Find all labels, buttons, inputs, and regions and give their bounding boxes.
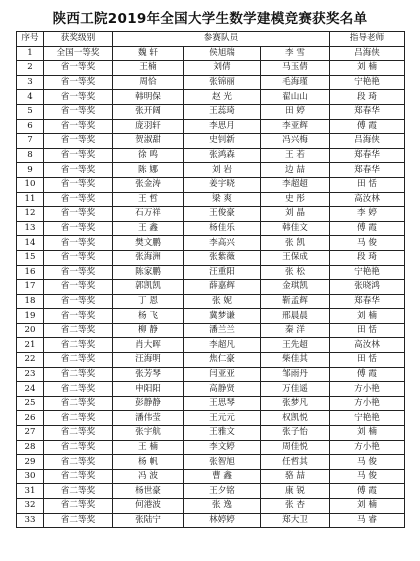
- table-row: [17, 265, 405, 280]
- row-member-3: 邢晨晨: [261, 309, 330, 324]
- row-member-3: 康 锐: [261, 484, 330, 499]
- table-row: [17, 499, 405, 514]
- table-row: [17, 104, 405, 119]
- row-member-1: 王楠: [113, 61, 184, 76]
- row-award-level: 省二等奖: [44, 353, 113, 368]
- row-member-1: 潘伟莹: [113, 411, 184, 426]
- row-index: 21: [17, 338, 44, 353]
- row-index: 14: [17, 236, 44, 251]
- row-member-1: 杨 飞: [113, 309, 184, 324]
- row-index: 26: [17, 411, 44, 426]
- row-index: 25: [17, 396, 44, 411]
- row-advisor: 吕海侠: [330, 134, 405, 149]
- row-advisor: 张晓鸿: [330, 280, 405, 295]
- row-award-level: 省二等奖: [44, 499, 113, 514]
- row-advisor: 郑春华: [330, 294, 405, 309]
- row-member-2: 李文婷: [184, 440, 261, 455]
- row-member-1: 彭静静: [113, 396, 184, 411]
- row-index: 19: [17, 309, 44, 324]
- row-member-2: 赵 光: [184, 90, 261, 105]
- table-row: [17, 338, 405, 353]
- row-award-level: 省一等奖: [44, 163, 113, 178]
- row-advisor: 方小艳: [330, 396, 405, 411]
- row-award-level: 省一等奖: [44, 90, 113, 105]
- row-index: 30: [17, 469, 44, 484]
- row-member-3: 万佳遥: [261, 382, 330, 397]
- row-index: 24: [17, 382, 44, 397]
- row-member-2: 杨佳乐: [184, 221, 261, 236]
- awards-table: [16, 31, 405, 528]
- row-index: 31: [17, 484, 44, 499]
- row-index: 7: [17, 134, 44, 149]
- row-award-level: 省二等奖: [44, 396, 113, 411]
- row-advisor: 刘 楠: [330, 309, 405, 324]
- table-row: [17, 367, 405, 382]
- row-award-level: 省一等奖: [44, 250, 113, 265]
- row-member-1: 陈家鹏: [113, 265, 184, 280]
- row-advisor: 方小艳: [330, 382, 405, 397]
- row-award-level: 省一等奖: [44, 294, 113, 309]
- table-row: [17, 46, 405, 61]
- row-index: 32: [17, 499, 44, 514]
- row-index: 16: [17, 265, 44, 280]
- row-member-1: 柳 静: [113, 323, 184, 338]
- row-member-1: 郭凯凯: [113, 280, 184, 295]
- row-advisor: 郑春华: [330, 104, 405, 119]
- row-member-3: 毛海瑾: [261, 75, 330, 90]
- row-award-level: 省一等奖: [44, 207, 113, 222]
- row-member-1: 樊文鹏: [113, 236, 184, 251]
- row-index: 18: [17, 294, 44, 309]
- table-row: [17, 119, 405, 134]
- row-award-level: 全国一等奖: [44, 46, 113, 61]
- row-member-3: 李超超: [261, 177, 330, 192]
- row-member-1: 杨 帆: [113, 455, 184, 470]
- row-member-1: 王 鑫: [113, 221, 184, 236]
- table-row: [17, 294, 405, 309]
- row-member-2: 张 妮: [184, 294, 261, 309]
- table-row: [17, 192, 405, 207]
- row-index: 20: [17, 323, 44, 338]
- table-row: [17, 484, 405, 499]
- row-award-level: 省一等奖: [44, 134, 113, 149]
- row-award-level: 省一等奖: [44, 177, 113, 192]
- table-row: [17, 148, 405, 163]
- row-member-2: 冀梦谦: [184, 309, 261, 324]
- row-member-3: 张 杏: [261, 499, 330, 514]
- row-advisor: 刘 楠: [330, 426, 405, 441]
- row-advisor: 傅 霞: [330, 119, 405, 134]
- row-member-3: 张 松: [261, 265, 330, 280]
- row-member-2: 汪重阳: [184, 265, 261, 280]
- row-member-2: 王思琴: [184, 396, 261, 411]
- row-member-2: 王元元: [184, 411, 261, 426]
- row-member-2: 张锦丽: [184, 75, 261, 90]
- row-member-2: 刘倩: [184, 61, 261, 76]
- row-advisor: 宁艳艳: [330, 75, 405, 90]
- row-award-level: 省一等奖: [44, 61, 113, 76]
- row-member-3: 柴佳其: [261, 353, 330, 368]
- row-member-1: 张开阔: [113, 104, 184, 119]
- row-member-1: 张陆宁: [113, 513, 184, 528]
- row-member-2: 史钊新: [184, 134, 261, 149]
- document-title: 陕西工院2019年全国大学生数学建模竞赛获奖名单: [52, 11, 368, 27]
- table-row: [17, 250, 405, 265]
- row-index: 15: [17, 250, 44, 265]
- row-member-3: 邹雨丹: [261, 367, 330, 382]
- table-row: [17, 236, 405, 251]
- row-award-level: 省二等奖: [44, 367, 113, 382]
- row-member-3: 靳孟辉: [261, 294, 330, 309]
- row-advisor: 刘 楠: [330, 499, 405, 514]
- row-advisor: 高汝林: [330, 338, 405, 353]
- row-award-level: 省一等奖: [44, 104, 113, 119]
- row-index: 33: [17, 513, 44, 528]
- table-row: [17, 207, 405, 222]
- row-advisor: 马 睿: [330, 513, 405, 528]
- row-award-level: 省一等奖: [44, 148, 113, 163]
- row-member-3: 王先超: [261, 338, 330, 353]
- row-member-2: 王蕊琦: [184, 104, 261, 119]
- table-row: [17, 177, 405, 192]
- row-member-2: 李高兴: [184, 236, 261, 251]
- row-advisor: 宁艳艳: [330, 411, 405, 426]
- header-row: [17, 32, 405, 47]
- row-member-3: 权凯悦: [261, 411, 330, 426]
- row-member-3: 边 喆: [261, 163, 330, 178]
- row-award-level: 省一等奖: [44, 75, 113, 90]
- row-member-3: 骆 喆: [261, 469, 330, 484]
- row-member-3: 王保成: [261, 250, 330, 265]
- row-member-2: 潘兰兰: [184, 323, 261, 338]
- row-award-level: 省二等奖: [44, 338, 113, 353]
- row-member-1: 贺淑甜: [113, 134, 184, 149]
- row-award-level: 省二等奖: [44, 440, 113, 455]
- row-member-3: 张子怡: [261, 426, 330, 441]
- row-member-1: 石万祥: [113, 207, 184, 222]
- row-award-level: 省一等奖: [44, 309, 113, 324]
- table-row: [17, 221, 405, 236]
- row-member-2: 姜宇晓: [184, 177, 261, 192]
- row-advisor: 马 俊: [330, 469, 405, 484]
- row-advisor: 吕海侠: [330, 46, 405, 61]
- row-member-1: 张芳琴: [113, 367, 184, 382]
- row-award-level: 省二等奖: [44, 323, 113, 338]
- table-row: [17, 309, 405, 324]
- row-index: 29: [17, 455, 44, 470]
- row-member-3: 李亚辉: [261, 119, 330, 134]
- row-index: 22: [17, 353, 44, 368]
- header-award-level: 获奖级别: [44, 32, 113, 47]
- row-advisor: 郑春华: [330, 148, 405, 163]
- row-member-2: 王夕铭: [184, 484, 261, 499]
- row-member-1: 王 哲: [113, 192, 184, 207]
- row-advisor: 段 琦: [330, 250, 405, 265]
- table-row: [17, 455, 405, 470]
- row-member-1: 王 楠: [113, 440, 184, 455]
- row-member-2: 张 逸: [184, 499, 261, 514]
- row-member-2: 张紫薇: [184, 250, 261, 265]
- row-advisor: 段 琦: [330, 90, 405, 105]
- row-member-1: 韩明保: [113, 90, 184, 105]
- row-member-1: 陈 娜: [113, 163, 184, 178]
- row-member-2: 李思月: [184, 119, 261, 134]
- row-member-3: 张 凯: [261, 236, 330, 251]
- row-member-1: 魏 轩: [113, 46, 184, 61]
- row-award-level: 省一等奖: [44, 236, 113, 251]
- row-advisor: 郑春华: [330, 163, 405, 178]
- row-award-level: 省二等奖: [44, 484, 113, 499]
- row-advisor: 宁艳艳: [330, 265, 405, 280]
- row-advisor: 傅 霞: [330, 367, 405, 382]
- row-index: 11: [17, 192, 44, 207]
- table-row: [17, 411, 405, 426]
- row-award-level: 省二等奖: [44, 426, 113, 441]
- row-member-1: 肖大晖: [113, 338, 184, 353]
- row-member-3: 王 若: [261, 148, 330, 163]
- row-member-2: 刘 岩: [184, 163, 261, 178]
- row-index: 3: [17, 75, 44, 90]
- row-member-3: 田 婷: [261, 104, 330, 119]
- row-index: 13: [17, 221, 44, 236]
- row-member-1: 丁 恩: [113, 294, 184, 309]
- row-member-2: 侯旭瑞: [184, 46, 261, 61]
- header-index: 序号: [17, 32, 44, 47]
- row-member-1: 汪海明: [113, 353, 184, 368]
- row-member-1: 何港波: [113, 499, 184, 514]
- row-member-2: 张鸿森: [184, 148, 261, 163]
- row-member-2: 薛嘉辉: [184, 280, 261, 295]
- row-member-3: 史 彤: [261, 192, 330, 207]
- row-index: 8: [17, 148, 44, 163]
- row-member-3: 任哲其: [261, 455, 330, 470]
- table-row: [17, 61, 405, 76]
- row-member-2: 王俊豪: [184, 207, 261, 222]
- row-member-2: 闫亚亚: [184, 367, 261, 382]
- table-row: [17, 75, 405, 90]
- row-award-level: 省一等奖: [44, 221, 113, 236]
- row-member-3: 张梦凡: [261, 396, 330, 411]
- row-award-level: 省一等奖: [44, 192, 113, 207]
- row-member-3: 周佳悦: [261, 440, 330, 455]
- row-index: 1: [17, 46, 44, 61]
- row-member-2: 张智旭: [184, 455, 261, 470]
- row-member-1: 张海洲: [113, 250, 184, 265]
- row-member-1: 张金涛: [113, 177, 184, 192]
- row-advisor: 马 俊: [330, 236, 405, 251]
- table-row: [17, 353, 405, 368]
- row-advisor: 田 恬: [330, 353, 405, 368]
- row-award-level: 省二等奖: [44, 411, 113, 426]
- row-member-1: 张宇航: [113, 426, 184, 441]
- row-member-1: 庞羽轩: [113, 119, 184, 134]
- row-member-3: 翟山山: [261, 90, 330, 105]
- row-member-2: 曹 鑫: [184, 469, 261, 484]
- row-advisor: 李 婷: [330, 207, 405, 222]
- header-team-members: 参赛队员: [113, 32, 330, 47]
- row-member-1: 徐 鸣: [113, 148, 184, 163]
- row-index: 27: [17, 426, 44, 441]
- row-advisor: 刘 楠: [330, 61, 405, 76]
- row-member-3: 秦 洋: [261, 323, 330, 338]
- row-award-level: 省二等奖: [44, 469, 113, 484]
- row-index: 28: [17, 440, 44, 455]
- table-row: [17, 469, 405, 484]
- row-member-3: 金琪凯: [261, 280, 330, 295]
- row-advisor: 田 恬: [330, 177, 405, 192]
- row-member-2: 李超凡: [184, 338, 261, 353]
- table-row: [17, 323, 405, 338]
- row-advisor: 高汝林: [330, 192, 405, 207]
- table-row: [17, 426, 405, 441]
- row-member-3: 李 雪: [261, 46, 330, 61]
- table-row: [17, 513, 405, 528]
- row-award-level: 省二等奖: [44, 455, 113, 470]
- row-advisor: 方小艳: [330, 440, 405, 455]
- row-member-1: 周恰: [113, 75, 184, 90]
- row-member-3: 郑大卫: [261, 513, 330, 528]
- header-advisor: 指导老师: [330, 32, 405, 47]
- row-member-3: 马玉倩: [261, 61, 330, 76]
- row-award-level: 省二等奖: [44, 382, 113, 397]
- row-member-1: 杨世豪: [113, 484, 184, 499]
- row-advisor: 田 恬: [330, 323, 405, 338]
- table-row: [17, 440, 405, 455]
- row-award-level: 省一等奖: [44, 265, 113, 280]
- row-award-level: 省二等奖: [44, 513, 113, 528]
- table-row: [17, 163, 405, 178]
- row-advisor: 傅 霞: [330, 221, 405, 236]
- row-award-level: 省一等奖: [44, 119, 113, 134]
- row-advisor: 马 俊: [330, 455, 405, 470]
- row-index: 17: [17, 280, 44, 295]
- row-index: 5: [17, 104, 44, 119]
- table-row: [17, 90, 405, 105]
- row-member-2: 焦仁豪: [184, 353, 261, 368]
- row-index: 12: [17, 207, 44, 222]
- row-index: 9: [17, 163, 44, 178]
- table-row: [17, 382, 405, 397]
- row-member-3: 刘 晶: [261, 207, 330, 222]
- row-member-2: 林婷婷: [184, 513, 261, 528]
- row-member-2: 梁 爽: [184, 192, 261, 207]
- row-index: 2: [17, 61, 44, 76]
- row-member-1: 冯 波: [113, 469, 184, 484]
- row-advisor: 傅 霞: [330, 484, 405, 499]
- row-index: 4: [17, 90, 44, 105]
- row-member-2: 高静贤: [184, 382, 261, 397]
- row-member-1: 申阳阳: [113, 382, 184, 397]
- row-index: 23: [17, 367, 44, 382]
- table-row: [17, 396, 405, 411]
- row-award-level: 省一等奖: [44, 280, 113, 295]
- row-member-3: 冯兴梅: [261, 134, 330, 149]
- table-row: [17, 280, 405, 295]
- row-member-2: 王雅文: [184, 426, 261, 441]
- table-body: [17, 46, 405, 528]
- row-index: 10: [17, 177, 44, 192]
- row-index: 6: [17, 119, 44, 134]
- table-row: [17, 134, 405, 149]
- row-member-3: 韩佳文: [261, 221, 330, 236]
